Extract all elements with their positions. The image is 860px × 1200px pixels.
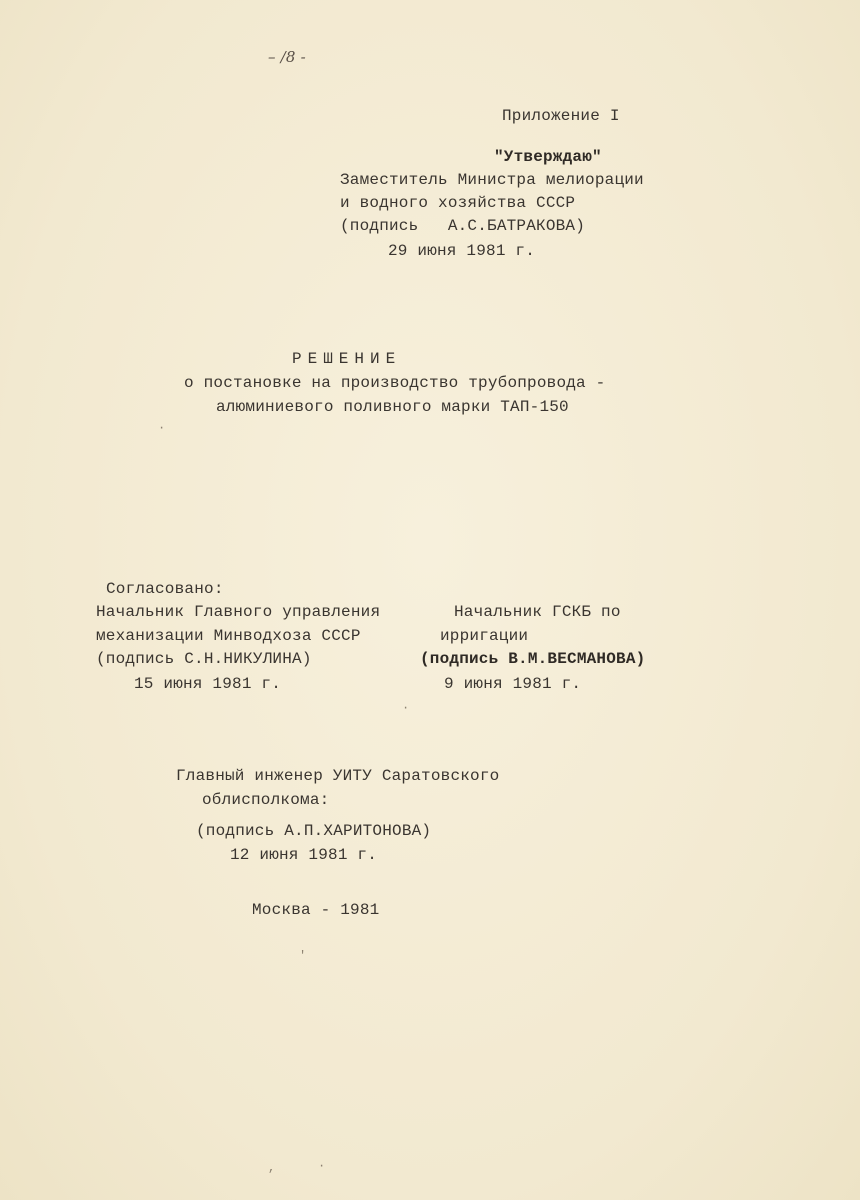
paper-speck: , <box>268 1161 276 1175</box>
approval-line-1: Заместитель Министра мелиорации <box>340 171 644 189</box>
agreed-left-date: 15 июня 1981 г. <box>134 675 282 693</box>
approval-line-2: и водного хозяйства СССР <box>340 194 576 212</box>
approval-heading: "Утверждаю" <box>494 148 602 166</box>
page-number: – /8 - <box>268 48 306 66</box>
agreed-right-signature: (подпись В.М.ВЕСМАНОВА) <box>420 650 646 668</box>
approval-date: 29 июня 1981 г. <box>388 242 536 260</box>
decision-line-1: о постановке на производство трубопровода - <box>184 374 606 392</box>
appendix-label: Приложение I <box>502 107 620 125</box>
agreed-right-line-2: ирригации <box>440 627 529 645</box>
paper-speck: · <box>402 701 410 715</box>
agreed-heading: Согласовано: <box>106 580 224 598</box>
paper-speck: · <box>158 421 166 435</box>
paper-speck: ' <box>299 949 307 963</box>
chief-engineer-signature: (подпись А.П.ХАРИТОНОВА) <box>196 822 432 840</box>
agreed-left-signature: (подпись С.Н.НИКУЛИНА) <box>96 650 312 668</box>
agreed-right-date: 9 июня 1981 г. <box>444 675 582 693</box>
place-and-year: Москва - 1981 <box>252 901 380 919</box>
approval-signature: (подпись А.С.БАТРАКОВА) <box>340 217 586 235</box>
agreed-left-line-2: механизации Минводхоза СССР <box>96 627 361 645</box>
chief-engineer-line-1: Главный инженер УИТУ Саратовского <box>176 767 500 785</box>
chief-engineer-date: 12 июня 1981 г. <box>230 846 378 864</box>
agreed-right-line-1: Начальник ГСКБ по <box>454 603 621 621</box>
paper-speck: · <box>318 1159 326 1173</box>
decision-title: РЕШЕНИЕ <box>292 350 402 368</box>
agreed-left-line-1: Начальник Главного управления <box>96 603 381 621</box>
chief-engineer-line-2: облисполкома: <box>202 791 330 809</box>
decision-line-2: алюминиевого поливного марки ТАП-150 <box>216 398 569 416</box>
